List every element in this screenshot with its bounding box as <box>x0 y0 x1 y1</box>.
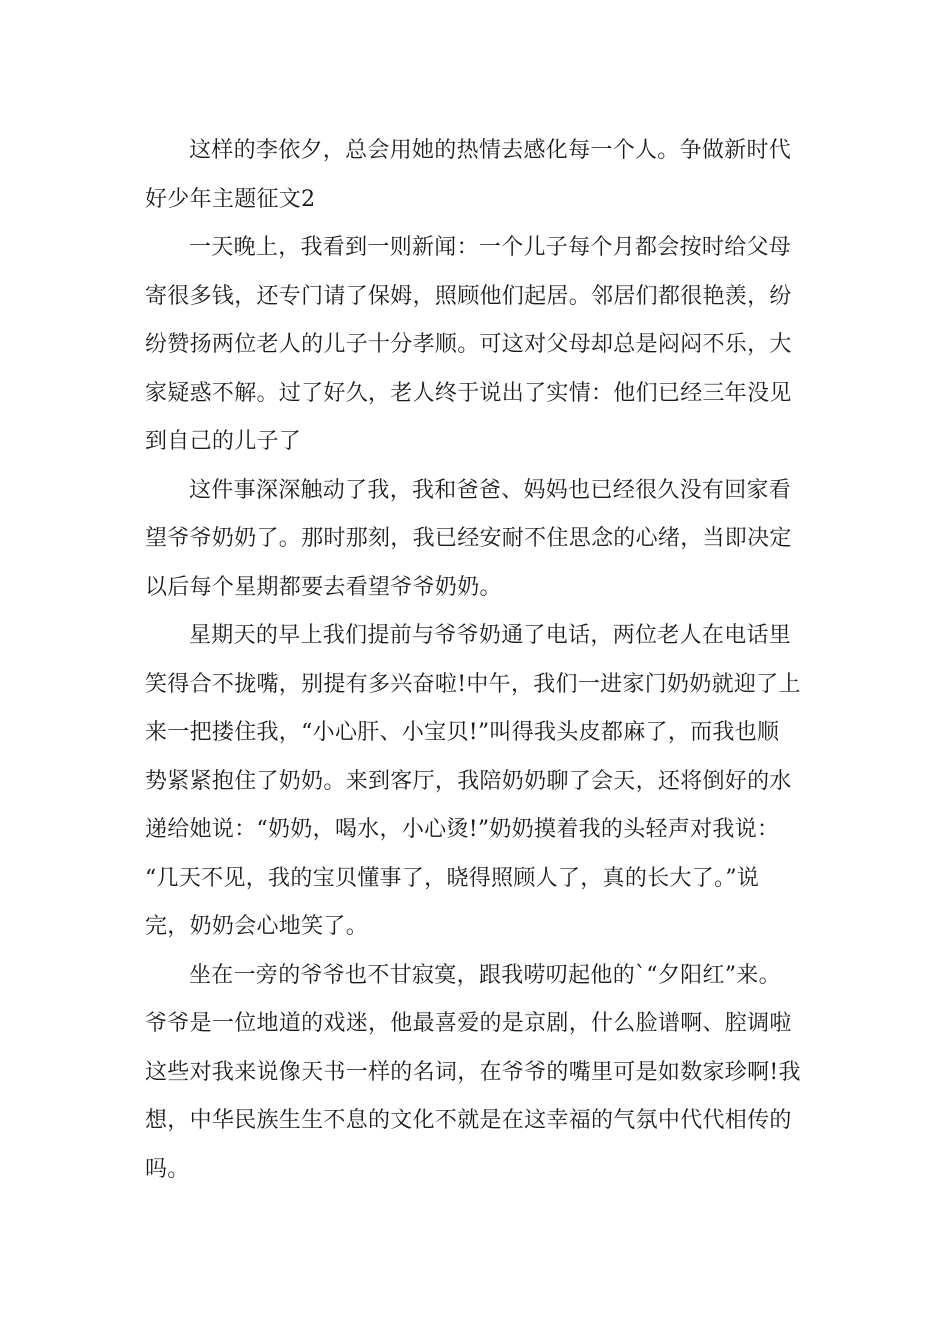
text-line: 一天晚上，我看到一则新闻：一个儿子每个月都会按时给父母 <box>189 235 792 260</box>
text-line: 完，奶奶会心地笑了。 <box>145 914 369 939</box>
text-line: 纷赞扬两位老人的儿子十分孝顺。可这对父母却总是闷闷不乐，大 <box>145 332 792 357</box>
text-line: 这样的李依夕，总会用她的热情去感化每一个人。争做新时代 <box>189 138 792 163</box>
text-line: “几天不见，我的宝贝懂事了，晓得照顾人了，真的长大了。”说 <box>145 865 760 891</box>
text-line: 来一把搂住我，“小心肝、小宝贝!”叫得我头皮都麻了，而我也顺 <box>145 720 780 745</box>
text-line: 以后每个星期都要去看望爷爷奶奶。 <box>145 574 502 600</box>
text-line: 望爷爷奶奶了。那时那刻，我已经安耐不住思念的心绪，当即决定 <box>145 526 792 551</box>
paragraph <box>145 952 807 1195</box>
text-line: 这些对我来说像天书一样的名词，在爷爷的嘴里可是如数家珍啊!我 <box>145 1059 801 1085</box>
paragraph <box>145 467 807 613</box>
text-line: 好少年主题征文2 <box>145 186 316 212</box>
text-line: 家疑惑不解。过了好久，老人终于说出了实情：他们已经三年没见 <box>145 380 792 406</box>
text-line: 寄很多钱，还专门请了保姆，照顾他们起居。邻居们都很艳羡，纷 <box>145 283 792 309</box>
text-line: 坐在一旁的爷爷也不甘寂寞，跟我唠叨起他的`“夕阳红”来。 <box>189 962 781 988</box>
text-line: 星期天的早上我们提前与爷爷奶通了电话，两位老人在电话里 <box>189 623 792 648</box>
essay-body <box>145 127 807 1194</box>
text-line: 吗。 <box>145 1156 190 1182</box>
text-line: 递给她说：“奶奶，喝水，小心烫!”奶奶摸着我的头轻声对我说： <box>145 817 780 842</box>
text-line: 这件事深深触动了我，我和爸爸、妈妈也已经很久没有回家看 <box>189 477 792 503</box>
text-line: 想，中华民族生生不息的文化不就是在这幸福的气氛中代代相传的 <box>145 1108 792 1133</box>
text-line: 笑得合不拢嘴，别提有多兴奋啦!中午，我们一进家门奶奶就迎了上 <box>145 671 801 697</box>
paragraph <box>145 612 807 952</box>
text-line: 爷爷是一位地道的戏迷，他最喜爱的是京剧，什么脸谱啊、腔调啦 <box>145 1011 792 1036</box>
text-line: 到自己的儿子了 <box>145 429 302 454</box>
paragraph <box>145 127 807 224</box>
paragraph <box>145 224 807 467</box>
text-line: 势紧紧抱住了奶奶。来到客厅，我陪奶奶聊了会天，还将倒好的水 <box>145 768 792 794</box>
